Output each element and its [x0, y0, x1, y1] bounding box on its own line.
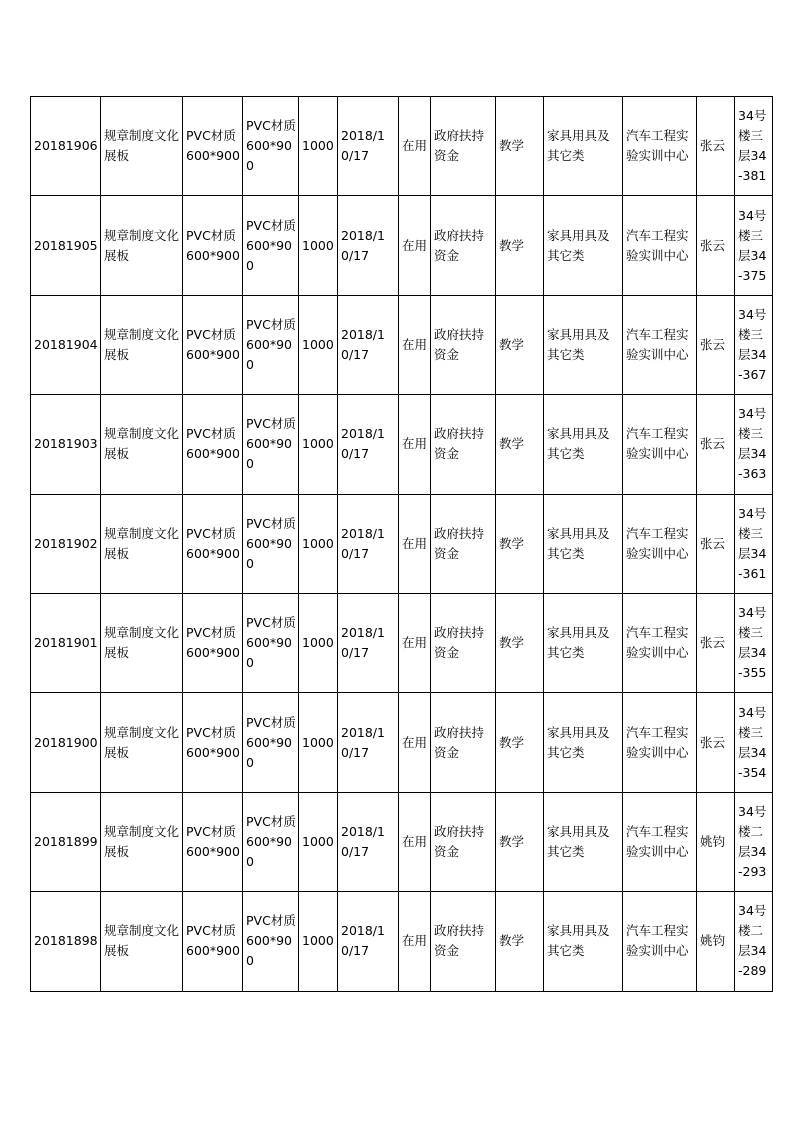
asset-model-cell: PVC材质600*900: [183, 593, 243, 692]
table-row: [31, 593, 773, 692]
usage-status-cell: 在用: [399, 395, 431, 494]
funding-source-cell: 政府扶持资金: [431, 295, 496, 394]
asset-model-cell: PVC材质600*900: [183, 295, 243, 394]
usage-status-cell: 在用: [399, 693, 431, 792]
asset-id-cell: 20181900: [31, 693, 101, 792]
custodian-cell: 张云: [697, 295, 735, 394]
asset-name-cell: 规章制度文化展板: [101, 693, 183, 792]
asset-name-cell: 规章制度文化展板: [101, 593, 183, 692]
usage-direction-cell: 教学: [496, 892, 544, 991]
funding-source-cell: 政府扶持资金: [431, 792, 496, 891]
asset-spec-cell: PVC材质600*900: [243, 97, 299, 196]
asset-price-cell: 1000: [299, 693, 338, 792]
asset-category-cell: 家具用具及其它类: [544, 693, 623, 792]
department-cell: 汽车工程实验实训中心: [623, 295, 697, 394]
asset-id-cell: 20181902: [31, 494, 101, 593]
location-cell: 34号楼三层34-354: [735, 693, 773, 792]
usage-status-cell: 在用: [399, 196, 431, 295]
funding-source-cell: 政府扶持资金: [431, 97, 496, 196]
asset-id-cell: 20181901: [31, 593, 101, 692]
location-cell: 34号楼二层34-293: [735, 792, 773, 891]
custodian-cell: 张云: [697, 693, 735, 792]
table-row: [31, 892, 773, 991]
custodian-cell: 张云: [697, 593, 735, 692]
asset-id-cell: 20181904: [31, 295, 101, 394]
custodian-cell: 姚钧: [697, 792, 735, 891]
usage-status-cell: 在用: [399, 295, 431, 394]
asset-id-cell: 20181906: [31, 97, 101, 196]
department-cell: 汽车工程实验实训中心: [623, 792, 697, 891]
asset-id-cell: 20181903: [31, 395, 101, 494]
asset-price-cell: 1000: [299, 792, 338, 891]
asset-spec-cell: PVC材质600*900: [243, 494, 299, 593]
department-cell: 汽车工程实验实训中心: [623, 892, 697, 991]
location-cell: 34号楼三层34-355: [735, 593, 773, 692]
usage-status-cell: 在用: [399, 892, 431, 991]
acquired-date-cell: 2018/10/17: [338, 693, 399, 792]
location-cell: 34号楼三层34-361: [735, 494, 773, 593]
department-cell: 汽车工程实验实训中心: [623, 395, 697, 494]
location-cell: 34号楼二层34-289: [735, 892, 773, 991]
asset-name-cell: 规章制度文化展板: [101, 892, 183, 991]
asset-spec-cell: PVC材质600*900: [243, 693, 299, 792]
usage-direction-cell: 教学: [496, 593, 544, 692]
table-row: [31, 196, 773, 295]
usage-direction-cell: 教学: [496, 196, 544, 295]
asset-price-cell: 1000: [299, 593, 338, 692]
asset-category-cell: 家具用具及其它类: [544, 892, 623, 991]
usage-status-cell: 在用: [399, 792, 431, 891]
custodian-cell: 张云: [697, 395, 735, 494]
asset-price-cell: 1000: [299, 97, 338, 196]
custodian-cell: 张云: [697, 494, 735, 593]
department-cell: 汽车工程实验实训中心: [623, 494, 697, 593]
acquired-date-cell: 2018/10/17: [338, 295, 399, 394]
asset-price-cell: 1000: [299, 395, 338, 494]
asset-price-cell: 1000: [299, 494, 338, 593]
asset-spec-cell: PVC材质600*900: [243, 295, 299, 394]
acquired-date-cell: 2018/10/17: [338, 892, 399, 991]
asset-model-cell: PVC材质600*900: [183, 97, 243, 196]
table-row: [31, 693, 773, 792]
asset-category-cell: 家具用具及其它类: [544, 494, 623, 593]
asset-category-cell: 家具用具及其它类: [544, 395, 623, 494]
department-cell: 汽车工程实验实训中心: [623, 693, 697, 792]
asset-category-cell: 家具用具及其它类: [544, 97, 623, 196]
asset-spec-cell: PVC材质600*900: [243, 792, 299, 891]
funding-source-cell: 政府扶持资金: [431, 395, 496, 494]
location-cell: 34号楼三层34-375: [735, 196, 773, 295]
asset-model-cell: PVC材质600*900: [183, 892, 243, 991]
asset-model-cell: PVC材质600*900: [183, 693, 243, 792]
funding-source-cell: 政府扶持资金: [431, 892, 496, 991]
custodian-cell: 张云: [697, 97, 735, 196]
department-cell: 汽车工程实验实训中心: [623, 97, 697, 196]
funding-source-cell: 政府扶持资金: [431, 593, 496, 692]
asset-category-cell: 家具用具及其它类: [544, 593, 623, 692]
usage-status-cell: 在用: [399, 593, 431, 692]
asset-model-cell: PVC材质600*900: [183, 792, 243, 891]
usage-direction-cell: 教学: [496, 693, 544, 792]
asset-price-cell: 1000: [299, 892, 338, 991]
usage-direction-cell: 教学: [496, 295, 544, 394]
location-cell: 34号楼三层34-367: [735, 295, 773, 394]
asset-model-cell: PVC材质600*900: [183, 494, 243, 593]
asset-table: [30, 96, 773, 992]
asset-name-cell: 规章制度文化展板: [101, 295, 183, 394]
acquired-date-cell: 2018/10/17: [338, 97, 399, 196]
asset-spec-cell: PVC材质600*900: [243, 395, 299, 494]
acquired-date-cell: 2018/10/17: [338, 196, 399, 295]
asset-category-cell: 家具用具及其它类: [544, 792, 623, 891]
usage-status-cell: 在用: [399, 494, 431, 593]
table-row: [31, 792, 773, 891]
funding-source-cell: 政府扶持资金: [431, 196, 496, 295]
usage-direction-cell: 教学: [496, 494, 544, 593]
asset-price-cell: 1000: [299, 295, 338, 394]
department-cell: 汽车工程实验实训中心: [623, 196, 697, 295]
usage-status-cell: 在用: [399, 97, 431, 196]
asset-id-cell: 20181898: [31, 892, 101, 991]
asset-category-cell: 家具用具及其它类: [544, 196, 623, 295]
acquired-date-cell: 2018/10/17: [338, 494, 399, 593]
funding-source-cell: 政府扶持资金: [431, 494, 496, 593]
asset-spec-cell: PVC材质600*900: [243, 892, 299, 991]
custodian-cell: 张云: [697, 196, 735, 295]
location-cell: 34号楼三层34-381: [735, 97, 773, 196]
table-row: [31, 97, 773, 196]
table-row: [31, 395, 773, 494]
table-row: [31, 295, 773, 394]
department-cell: 汽车工程实验实训中心: [623, 593, 697, 692]
acquired-date-cell: 2018/10/17: [338, 395, 399, 494]
custodian-cell: 姚钧: [697, 892, 735, 991]
table-row: [31, 494, 773, 593]
asset-name-cell: 规章制度文化展板: [101, 196, 183, 295]
asset-model-cell: PVC材质600*900: [183, 196, 243, 295]
asset-name-cell: 规章制度文化展板: [101, 97, 183, 196]
location-cell: 34号楼三层34-363: [735, 395, 773, 494]
asset-model-cell: PVC材质600*900: [183, 395, 243, 494]
funding-source-cell: 政府扶持资金: [431, 693, 496, 792]
asset-name-cell: 规章制度文化展板: [101, 494, 183, 593]
asset-spec-cell: PVC材质600*900: [243, 593, 299, 692]
asset-name-cell: 规章制度文化展板: [101, 395, 183, 494]
acquired-date-cell: 2018/10/17: [338, 792, 399, 891]
usage-direction-cell: 教学: [496, 395, 544, 494]
table-body: [31, 97, 773, 992]
usage-direction-cell: 教学: [496, 792, 544, 891]
asset-name-cell: 规章制度文化展板: [101, 792, 183, 891]
usage-direction-cell: 教学: [496, 97, 544, 196]
asset-id-cell: 20181899: [31, 792, 101, 891]
asset-id-cell: 20181905: [31, 196, 101, 295]
asset-category-cell: 家具用具及其它类: [544, 295, 623, 394]
asset-price-cell: 1000: [299, 196, 338, 295]
acquired-date-cell: 2018/10/17: [338, 593, 399, 692]
asset-spec-cell: PVC材质600*900: [243, 196, 299, 295]
